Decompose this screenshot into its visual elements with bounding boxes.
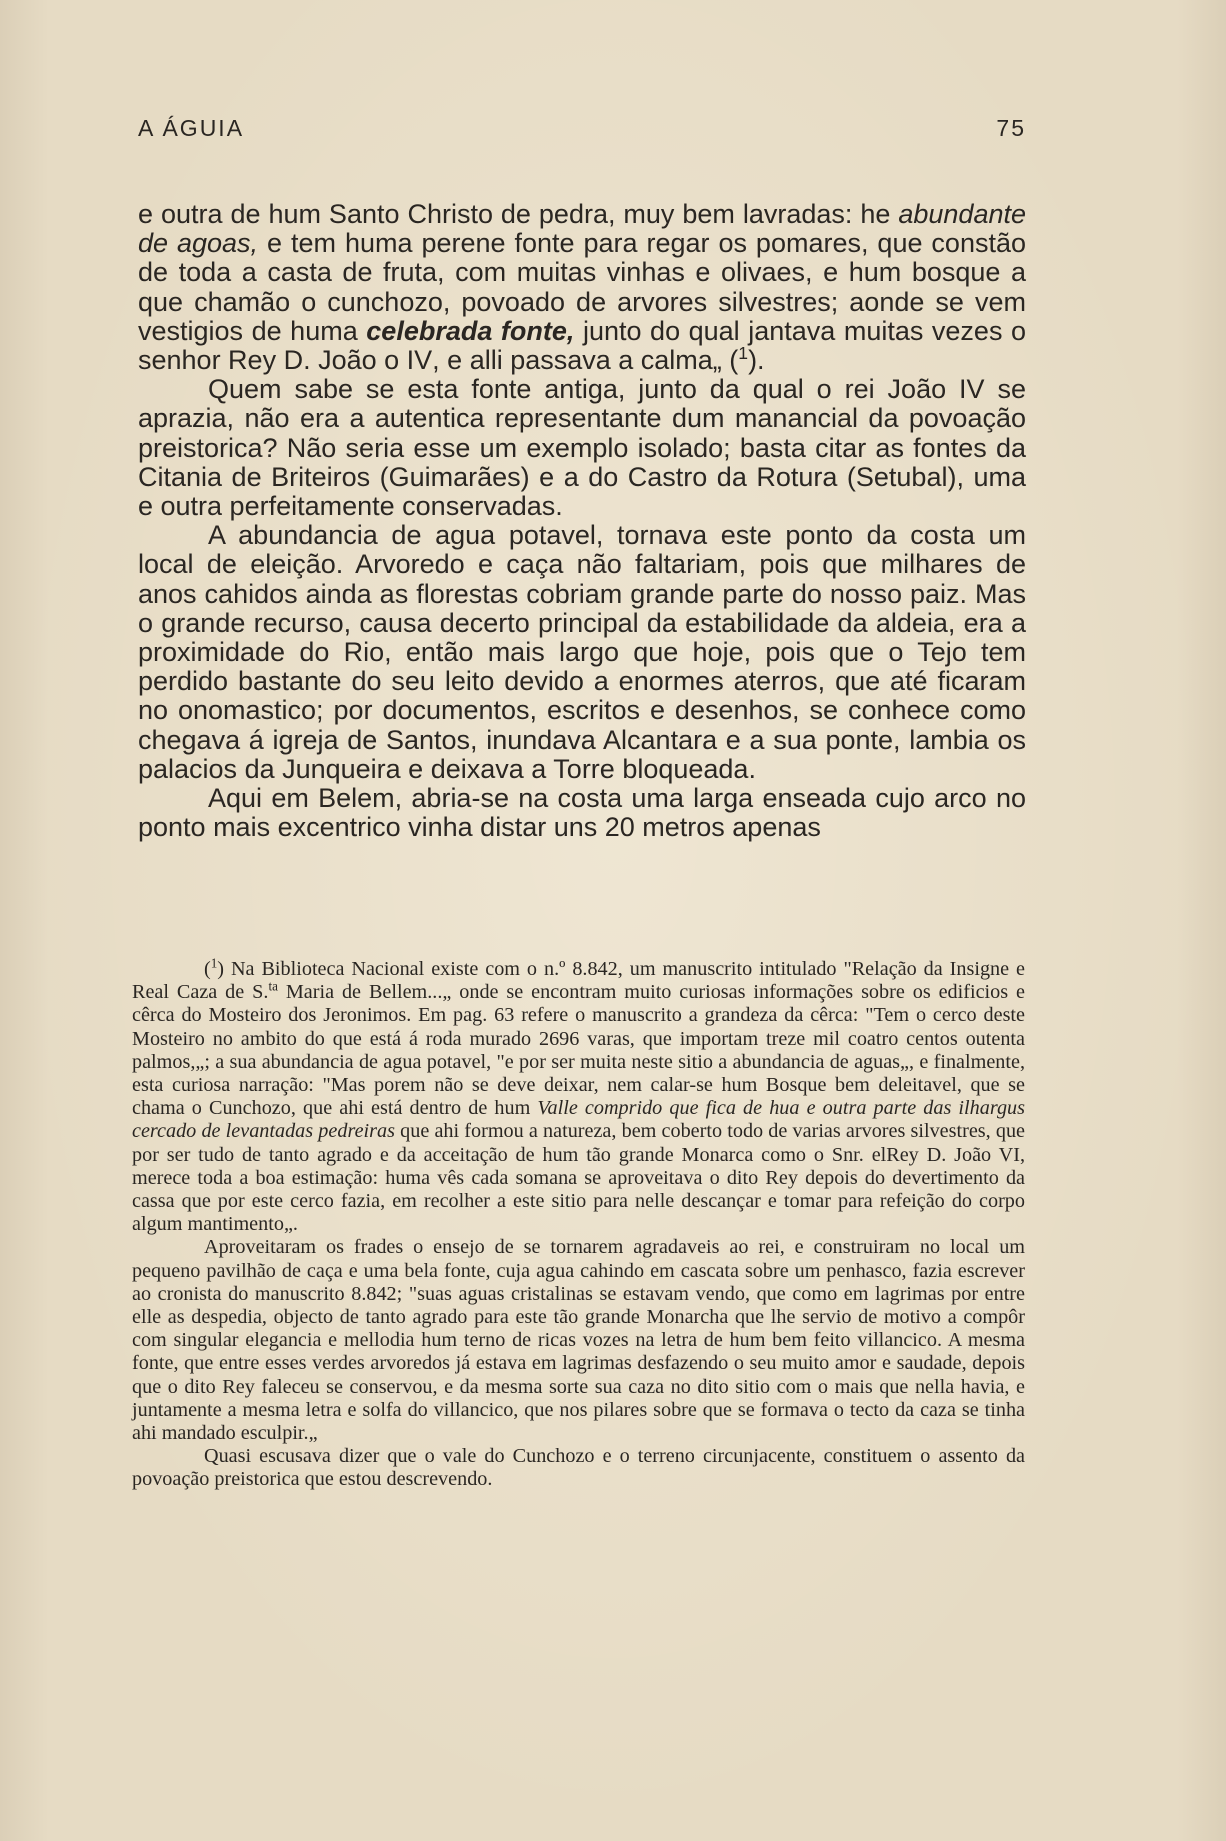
- footnote-1: ($^1$) Na Biblioteca Nacional existe com o n.º 8.842, um manuscrito intitulado "Relação da Insigne e Real Caza de S.$^{ta}$ Maria de Bellem...„ onde se encontram muito curiosas informações sobre os edificios e cêrca do Mosteiro dos Jeronimos. Em pag. 63 refere o manuscrito a grandeza da cêrca: "Tem o cerco deste Mosteiro no ambito do que está á roda murado 2696 varas, que importam treze mil coatro centos outenta palmos,„; a sua abundancia de agua potavel, "e por ser muita neste sitio a abundancia de aguas„, e finalmente, esta curiosa narração: "Mas porem não se deve deixar, nem calar-se hum Bosque bem deleitavel, que se chama o Cunchozo, que ahi está dentro de hum Valle comprido que fica de hua e outra parte das ilhargus cercado de levantadas pedreiras que ahi formou a natureza, bem coberto todo de varias arvores silvestres, que por ser tudo de tanto agrado e da acceitação de hum tão grande Monarca como o Snr. elRey D. João VI, merece toda a boa estimação: huma vês cada somana se aproveitava o dito Rey depois do devertimento da cassa que por este cerco fazia, em recolher a este sitio para nelle descançar e tomar para refeição do corpo algum mantimento„.: [132, 955, 1026, 1236]
- paragraph-4: Aqui em Belem, abria-se na costa uma larga enseada cujo arco no ponto mais excentrico vinha distar uns 20 metros apenas: [138, 783, 1026, 843]
- footnote-paragraph-2: Aproveitaram os frades o ensejo de se tornarem agradaveis ao rei, e construiram no local um pequeno pavilhão de caça e uma bela fonte, cuja agua cahindo em cascata sobre um penhasco, fazia escrever ao cronista do manuscrito 8.842; "suas aguas cristalinas se estavam vendo, que como em lagrimas por entre elle as despedia, objecto de tanto agrado para este tão grande Monarcha que lhe servio de motivo a compôr com singular elegancia e mellodia hum terno de ricas vozes na letra de hum bem feito villancico. A mesma fonte, que entre esses verdes arvoredos já estava em lagrimas desfazendo o seu muito amor e saudade, depois que o dito Rey faleceu se conservou, e da mesma sorte sua caza no dito sitio com o mais que nella havia, e juntamente a mesma letra e solfa do villancico, que nos pilares sobre que se formava o tecto da caza se tinha ahi mandado esculpir.„: [132, 1236, 1025, 1445]
- body-text: [138, 200, 1026, 842]
- footnote-italic-quote: Valle comprido que fica de hua e outra parte das ilhargus cercado de levantadas pedreiras: [132, 1097, 1025, 1143]
- footnote-marker: 1: [210, 955, 218, 971]
- page-number: 75: [996, 115, 1026, 141]
- paragraph-2: Quem sabe se esta fonte antiga, junto da qual o rei João IV se aprazia, não era a autentica representante dum manancial da povoação preistorica? Não seria esse um exemplo isolado; basta citar as fontes da Citania de Briteiros (Guimarães) e a do Castro da Rotura (Setubal), uma e outra perfeitamente conservadas.: [138, 374, 1026, 522]
- emphasis-celebrada-fonte: celebrada fonte,: [366, 315, 575, 346]
- footnote-ref: 1: [738, 343, 749, 364]
- paragraph-1: e outra de hum Santo Christo de pedra, muy bem lavradas: he abundante de agoas, e tem huma perene fonte para regar os pomares, que constão de toda a casta de fruta, com muitas vinhas e olivaes, e hum bosque a que chamão o cunchozo, povoado de arvores silvestres; aonde se vem vestigios de huma celebrada fonte, junto do qual jantava muitas vezes o senhor Rey D. João o IV, e alli passava a calma„ ($^1$).: [138, 199, 1027, 376]
- footnote-paragraph-3: Quasi escusava dizer que o vale do Cunchozo e o terreno circunjacente, constituem o assento da povoação preistorica que estou descrevendo.: [132, 1445, 1025, 1491]
- emphasis-abundante: abundante de agoas,: [138, 199, 1026, 259]
- footnotes: [132, 955, 1026, 1492]
- journal-title: A ÁGUIA: [138, 115, 245, 141]
- paragraph-3: A abundancia de agua potavel, tornava este ponto da costa um local de eleição. Arvoredo e caça não faltariam, pois que milhares de anos cahidos ainda as florestas cobriam grande parte do nosso paiz. Mas o grande recurso, causa decerto principal da estabilidade da aldeia, era a proximidade do Rio, então mais largo que hoje, pois que o Tejo tem perdido bastante do seu leito devido a enormes aterros, que até ficaram no onomastico; por documentos, escritos e desenhos, se conhece como chegava á igreja de Santos, inundava Alcantara e a sua ponte, lambia os palacios da Junqueira e deixava a Torre bloqueada.: [138, 520, 1026, 784]
- running-head: [138, 115, 1026, 142]
